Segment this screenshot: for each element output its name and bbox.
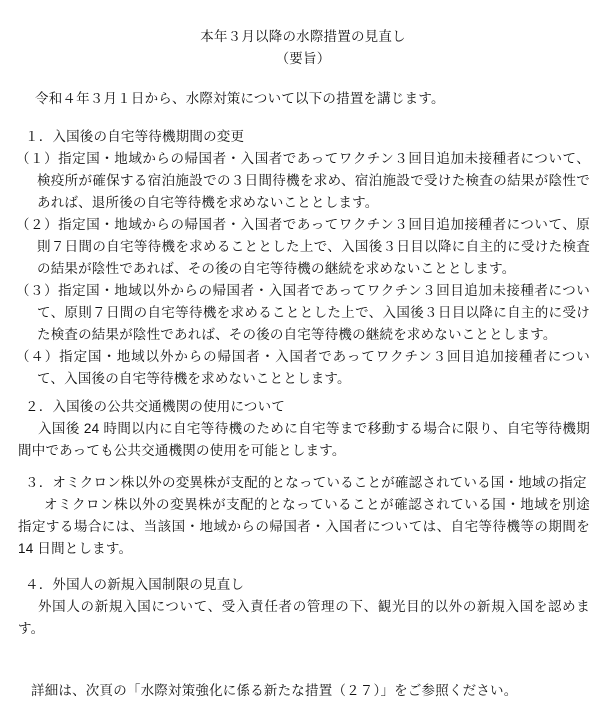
section-1-heading: １．入国後の自宅等待機期間の変更 [25, 129, 245, 144]
title-block [16, 26, 590, 70]
section-4-body: 外国人の新規入国について、受入責任者の管理の下、観光目的以外の新規入国を認めます。 [18, 599, 590, 636]
page-subtitle: （要旨） [275, 51, 331, 66]
section-1 [16, 126, 590, 390]
page-title: 本年３月以降の水際措置の見直し [200, 29, 406, 44]
section-2-body: 入国後 24 時間以内に自宅等待機のために自宅等まで移動する場合に限り、自宅等待機期間中であっても公共交通機関の使用を可能とします。 [18, 421, 590, 458]
section-1-item-4: （４）指定国・地域以外からの帰国者・入国者であってワクチン３回目追加接種者について、入国後の自宅等待機を求めないこととします。 [16, 349, 590, 386]
section-4 [16, 574, 590, 640]
section-3-heading: ３．オミクロン株以外の変異株が支配的となっていることが確認されている国・地域の指定 [25, 475, 587, 490]
section-3 [16, 472, 590, 560]
section-3-body: オミクロン株以外の変異株が支配的となっていることが確認されている国・地域を別途指定する場合には、当該国・地域からの帰国者・入国者については、自宅等待機等の期間を 14 日間とします。 [18, 497, 590, 556]
section-2 [16, 396, 590, 462]
section-1-item-3: （３）指定国・地域以外からの帰国者・入国者であってワクチン３回目追加未接種者について、原則７日間の自宅等待機を求めることとした上で、入国後３日目以降に自主的に受けた検査の結果が陰性であれば、その後の自宅等待機の継続を求めないこととします。 [16, 283, 590, 342]
intro-paragraph: 令和４年３月１日から、水際対策について以下の措置を講じます。 [35, 91, 445, 106]
footer-reference: 詳細は、次頁の「水際対策強化に係る新たな措置（２７）」をご参照ください。 [31, 683, 518, 698]
section-1-item-1: （１）指定国・地域からの帰国者・入国者であってワクチン３回目追加未接種者について、検疫所が確保する宿泊施設での３日間待機を求め、宿泊施設で受けた検査の結果が陰性であれば、退所後の自宅等待機を求めないこととします。 [16, 151, 590, 210]
section-1-item-2: （２）指定国・地域からの帰国者・入国者であってワクチン３回目追加接種者について、原則７日間の自宅等待機を求めることとした上で、入国後３日目以降に自主的に受けた検査の結果が陰性であれば、その後の自宅等待機の継続を求めないこととします。 [16, 217, 590, 276]
section-4-heading: ４．外国人の新規入国制限の見直し [25, 577, 245, 592]
section-2-heading: ２．入国後の公共交通機関の使用について [25, 399, 286, 414]
